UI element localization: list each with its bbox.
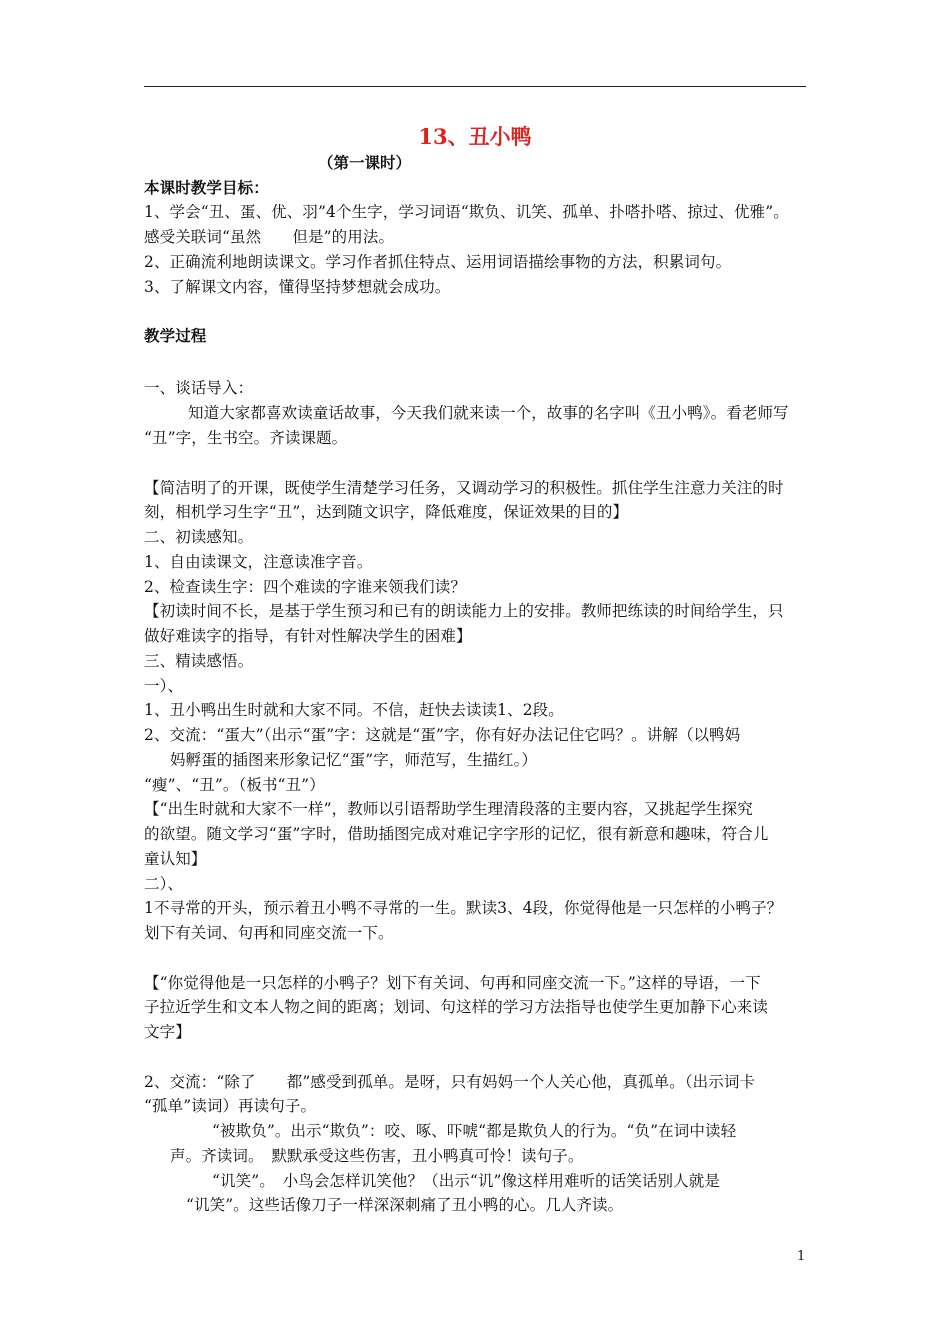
paragraph-line: 声。齐读词。 默默承受这些伤害，丑小鸭真可怜！读句子。 [170,1147,584,1165]
section-heading: 二、初读感知。 [144,528,254,546]
goals-heading: 本课时教学目标： [144,178,269,197]
paragraph-line: “瘦”、“丑”。（板书“丑”） [144,776,325,794]
note-line: 子拉近学生和文本人物之间的距离；划词、句这样的学习方法指导也使学生更加静下心来读 [144,998,769,1016]
goal-line: 感受关联词“虽然 但是”的用法。 [144,228,395,246]
page-number: 1 [797,1249,806,1264]
paragraph-line: 1、自由读课文，注意读准字音。 [144,553,373,571]
note-line: 【简洁明了的开课，既使学生清楚学习任务，又调动学习的积极性。抓住学生注意力关注的时 [144,479,784,497]
paragraph-line: 知道大家都喜欢读童话故事，今天我们就来读一个，故事的名字叫《丑小鸭》。看老师写 [188,404,789,422]
paragraph-line: 2、检查读生字：四个难读的字谁来领我们读？ [144,578,466,596]
note-line: 童认知】 [144,850,207,868]
paragraph-line: “讥笑”。这些话像刀子一样深深刺痛了丑小鸭的心。几人齐读。 [186,1196,624,1214]
paragraph-line: 2、交流：“蛋大”（出示“蛋”字：这就是“蛋”字，你有好办法记住它吗？。讲解（以鸭妈 [144,726,741,744]
paragraph-line: 1不寻常的开头，预示着丑小鸭不寻常的一生。默读3、4段，你觉得他是一只怎样的小鸭子？ [144,899,783,917]
note-line: 【“出生时就和大家不一样”，教师以引语帮助学生理清段落的主要内容，又挑起学生探究 [144,800,753,818]
document-subtitle: （第一课时） [318,153,412,172]
paragraph-line: 2、交流：“除了 都”感受到孤单。是呀，只有妈妈一个人关心他，真孤单。（出示词卡 [144,1073,756,1091]
note-line: 【初读时间不长，是基于学生预习和已有的朗读能力上的安排。教师把练读的时间给学生，只 [144,602,784,620]
paragraph-line: “孤单”读词）再读句子。 [144,1097,317,1115]
process-heading: 教学过程 [144,326,207,345]
note-line: 的欲望。随文学习“蛋”字时，借助插图完成对难记字字形的记忆，很有新意和趣味，符合儿 [144,825,769,843]
note-line: 文字】 [144,1023,191,1041]
goal-line: 1、学会“丑、蛋、优、羽”4个生字，学习词语“欺负、讥笑、孤单、扑嗒扑嗒、掠过、优雅”。 [144,203,789,221]
paragraph-line: “丑”字，生书空。齐读课题。 [144,429,348,447]
subsection-heading: 二）、 [144,875,184,893]
goal-line: 2、正确流利地朗读课文。学习作者抓住特点、运用词语描绘事物的方法，积累词句。 [144,253,732,271]
paragraph-line: 1、丑小鸭出生时就和大家不同。不信，赶快去读读1、2段。 [144,701,564,719]
paragraph-line: “讥笑”。 小鸟会怎样讥笑他？（出示“讥”像这样用难听的话笑话别人就是 [212,1172,720,1190]
document-title: 13、丑小鸭 [418,124,532,149]
subsection-heading: 一）、 [144,677,184,695]
paragraph-line: 划下有关词、句再和同座交流一下。 [144,924,394,942]
section-heading: 一、谈话导入： [144,379,254,397]
paragraph-line: 妈孵蛋的插图来形象记忆“蛋”字，师范写，生描红。） [170,751,538,769]
note-line: 做好难读字的指导，有针对性解决学生的困难】 [144,627,472,645]
note-line: 【“你觉得他是一只怎样的小鸭子？划下有关词、句再和同座交流一下。”这样的导语，一下 [144,974,761,992]
section-heading: 三、精读感悟。 [144,652,254,670]
paragraph-line: “被欺负”。出示“欺负”：咬、啄、吓唬“都是欺负人的行为。“负”在词中读轻 [212,1122,737,1140]
header-rule [144,86,806,87]
goal-line: 3、了解课文内容，懂得坚持梦想就会成功。 [144,278,451,296]
note-line: 刻，相机学习生字“丑”，达到随文识字，降低难度，保证效果的目的】 [144,503,629,521]
